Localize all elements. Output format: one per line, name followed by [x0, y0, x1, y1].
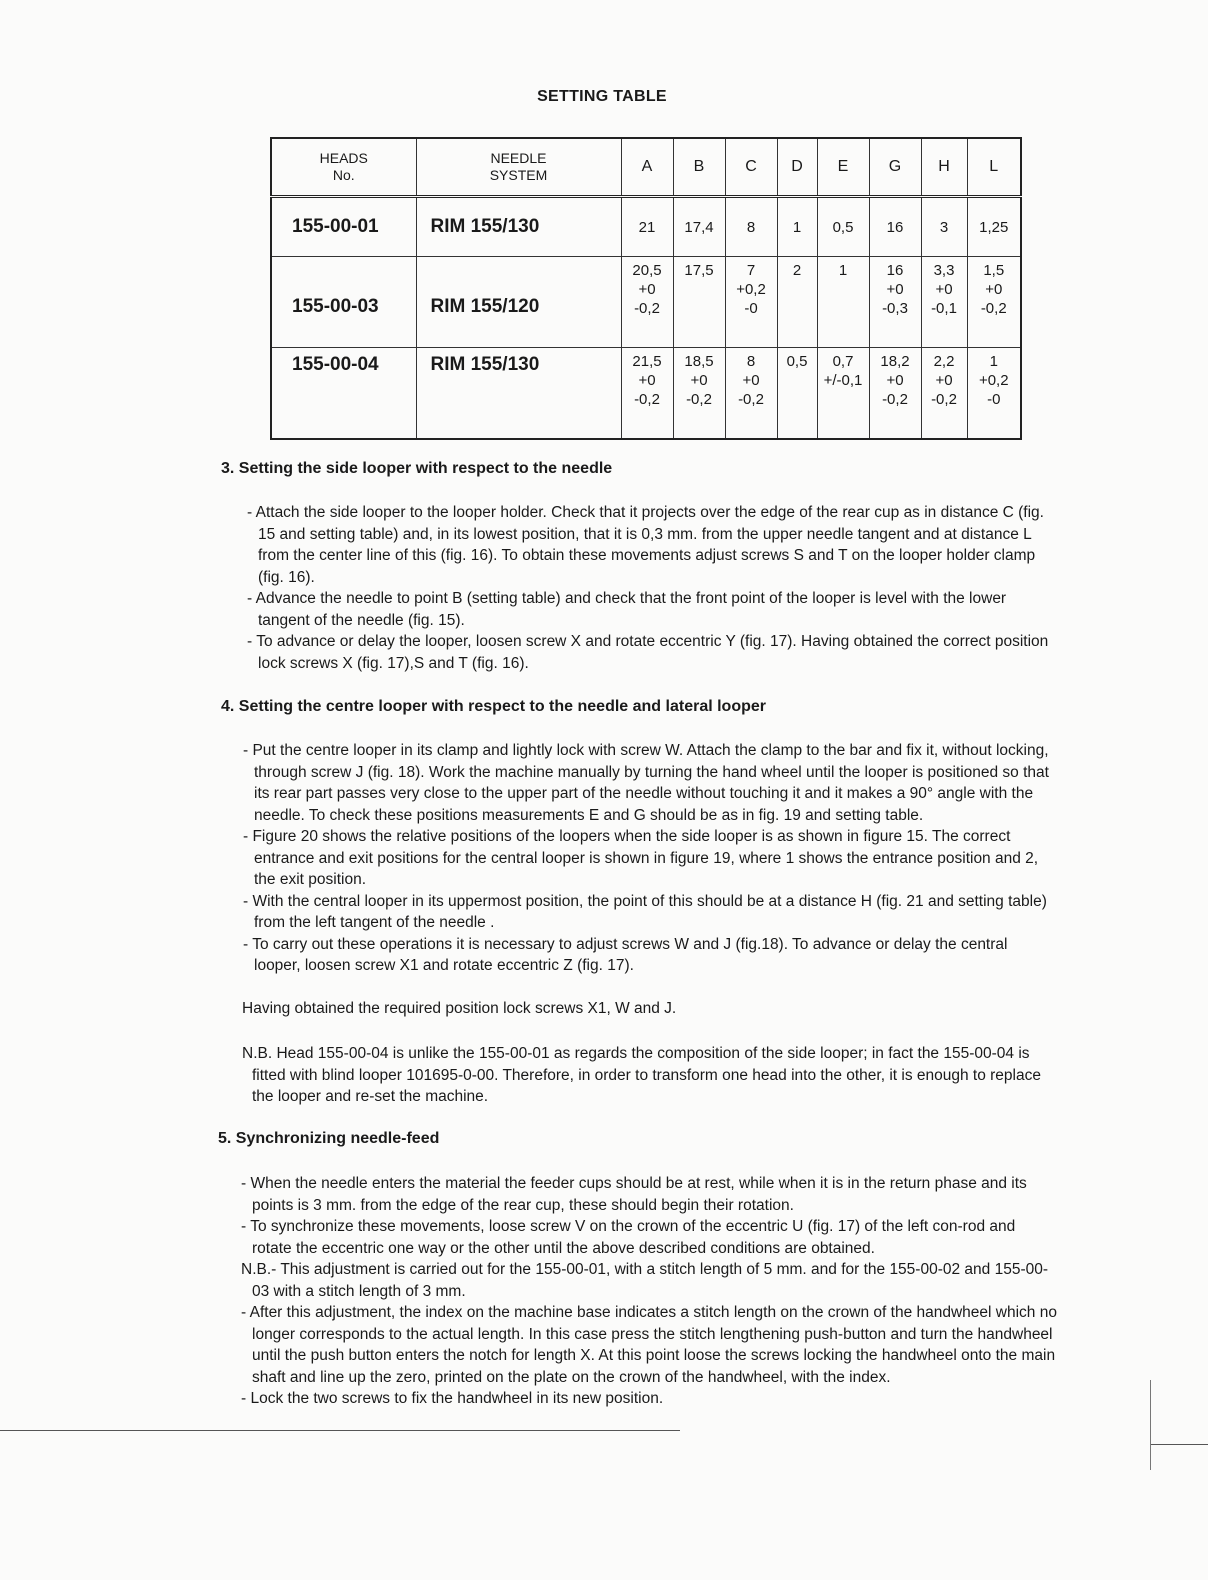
- paragraph-item: - Figure 20 shows the relative positions of the loopers when the side looper is as shown in figure 15. The correct entrance and exit positions for the central looper is shown in figure 19, where 1 shows the entrance position and 2, the exit position.: [243, 828, 1039, 888]
- value-cell: 20,5 +0 -0,2: [621, 257, 673, 348]
- value-cell: 3: [921, 197, 967, 257]
- section-4-note: N.B. Head 155-00-04 is unlike the 155-00-01 as regards the composition of the side looper; in fact the 155-00-04 is fitted with blind looper 101695-0-00. Therefore, in order to transform one head into the other, it is enough to replace the looper and re-set the machine.: [242, 1045, 1041, 1105]
- value-cell: 8: [725, 197, 777, 257]
- paragraph-item: - To carry out these operations it is necessary to adjust screws W and J (fig.18). To advance or delay the central looper, loosen screw X1 and rotate eccentric Z (fig. 17).: [243, 935, 1008, 974]
- column-header: C: [725, 138, 777, 197]
- paragraph-item: - Lock the two screws to fix the handwheel in its new position.: [241, 1390, 664, 1407]
- paragraph-item: - With the central looper in its uppermost position, the point of this should be at a distance H (fig. 21 and setting table) from the left tangent of the needle .: [243, 892, 1047, 931]
- section-4-heading: 4. Setting the centre looper with respect to the needle and lateral looper: [221, 698, 766, 715]
- section-3-heading: 3. Setting the side looper with respect to the needle: [221, 460, 613, 477]
- value-cell: 17,5: [673, 257, 725, 348]
- value-cell: 0,7 +/-0,1: [817, 348, 869, 440]
- value-cell: 7 +0,2 -0: [725, 257, 777, 348]
- bottom-rule-left: [0, 1430, 680, 1431]
- value-cell: 1,25: [967, 197, 1021, 257]
- column-header: G: [869, 138, 921, 197]
- needle-system-cell: RIM 155/130: [416, 197, 621, 257]
- value-cell: 8 +0 -0,2: [725, 348, 777, 440]
- paragraph-item: N.B.- This adjustment is carried out for the 155-00-01, with a stitch length of 5 mm. and for the 155-00-02 and 155-00-03 with a stitch length of 3 mm.: [241, 1261, 1049, 1300]
- value-cell: 1 +0,2 -0: [967, 348, 1021, 440]
- section-4-closing: Having obtained the required position lock screws X1, W and J.: [242, 1000, 677, 1017]
- value-cell: 16 +0 -0,3: [869, 257, 921, 348]
- section-5-heading: 5. Synchronizing needle-feed: [218, 1130, 440, 1147]
- column-header: A: [621, 138, 673, 197]
- value-cell: 1: [817, 257, 869, 348]
- column-header: D: [777, 138, 817, 197]
- section-5-body: [240, 1173, 1058, 1410]
- paragraph-item: - Put the centre looper in its clamp and lightly lock with screw W. Attach the clamp to the bar and fix it, without locking, through screw J (fig. 18). Work the machine manually by turning the hand wheel until the looper is positioned so that its rear part passes very close to the upper part of the needle without touching it and it makes a 90° angle with the needle. To check these positions measurements E and G should be as in fig. 19 and setting table.: [243, 742, 1049, 824]
- table-row: [271, 348, 1021, 440]
- value-cell: 2: [777, 257, 817, 348]
- column-header: NEEDLE SYSTEM: [416, 138, 621, 197]
- value-cell: 2,2 +0 -0,2: [921, 348, 967, 440]
- needle-system-cell: RIM 155/120: [416, 257, 621, 348]
- page-title: SETTING TABLE: [537, 88, 667, 105]
- section-3-body: [246, 502, 1058, 674]
- paragraph-item: - To advance or delay the looper, loosen screw X and rotate eccentric Y (fig. 17). Having obtained the correct position lock screws X (fig. 17),S and T (fig. 16).: [247, 633, 1049, 672]
- column-header: E: [817, 138, 869, 197]
- value-cell: 21,5 +0 -0,2: [621, 348, 673, 440]
- paragraph-item: - After this adjustment, the index on the machine base indicates a stitch length on the crown of the handwheel which no longer corresponds to the actual length. In this case press the stitch lengthening push-button and turn the handwheel until the push button enters the notch for length X. At this point loose the screws locking the handwheel onto the main shaft and line up the zero, printed on the plate on the crown of the handwheel, with the index.: [241, 1304, 1057, 1386]
- table-header-row: [271, 138, 1021, 197]
- head-number-cell: 155-00-03: [271, 257, 416, 348]
- table-row: [271, 197, 1021, 257]
- right-margin-mark: [1150, 1380, 1151, 1470]
- setting-table: [270, 137, 1022, 440]
- column-header: HEADS No.: [271, 138, 416, 197]
- paragraph-item: - When the needle enters the material the feeder cups should be at rest, while when it is in the return phase and its points is 3 mm. from the edge of the rear cup, these should begin their rotation.: [241, 1175, 1027, 1214]
- value-cell: 0,5: [777, 348, 817, 440]
- paragraph-item: - Advance the needle to point B (setting table) and check that the front point of the looper is level with the lower tangent of the needle (fig. 15).: [247, 590, 1007, 629]
- value-cell: 16: [869, 197, 921, 257]
- value-cell: 3,3 +0 -0,1: [921, 257, 967, 348]
- value-cell: 1,5 +0 -0,2: [967, 257, 1021, 348]
- bottom-rule-right: [1150, 1444, 1208, 1445]
- paragraph-item: - To synchronize these movements, loose screw V on the crown of the eccentric U (fig. 17) of the left con-rod and rotate the eccentric one way or the other until the above described conditions are obtained.: [241, 1218, 1016, 1257]
- column-header: H: [921, 138, 967, 197]
- value-cell: 18,5 +0 -0,2: [673, 348, 725, 440]
- value-cell: 18,2 +0 -0,2: [869, 348, 921, 440]
- value-cell: 21: [621, 197, 673, 257]
- column-header: L: [967, 138, 1021, 197]
- table-row: [271, 257, 1021, 348]
- value-cell: 17,4: [673, 197, 725, 257]
- paragraph-item: - Attach the side looper to the looper holder. Check that it projects over the edge of the rear cup as in distance C (fig. 15 and setting table) and, in its lowest position, that it is 0,3 mm. from the upper needle tangent and at distance L from the center line of this (fig. 16). To obtain these movements adjust screws S and T on the looper holder clamp (fig. 16).: [247, 504, 1044, 586]
- head-number-cell: 155-00-04: [271, 348, 416, 440]
- column-header: B: [673, 138, 725, 197]
- value-cell: 1: [777, 197, 817, 257]
- value-cell: 0,5: [817, 197, 869, 257]
- section-4-body: [242, 740, 1058, 977]
- needle-system-cell: RIM 155/130: [416, 348, 621, 440]
- head-number-cell: 155-00-01: [271, 197, 416, 257]
